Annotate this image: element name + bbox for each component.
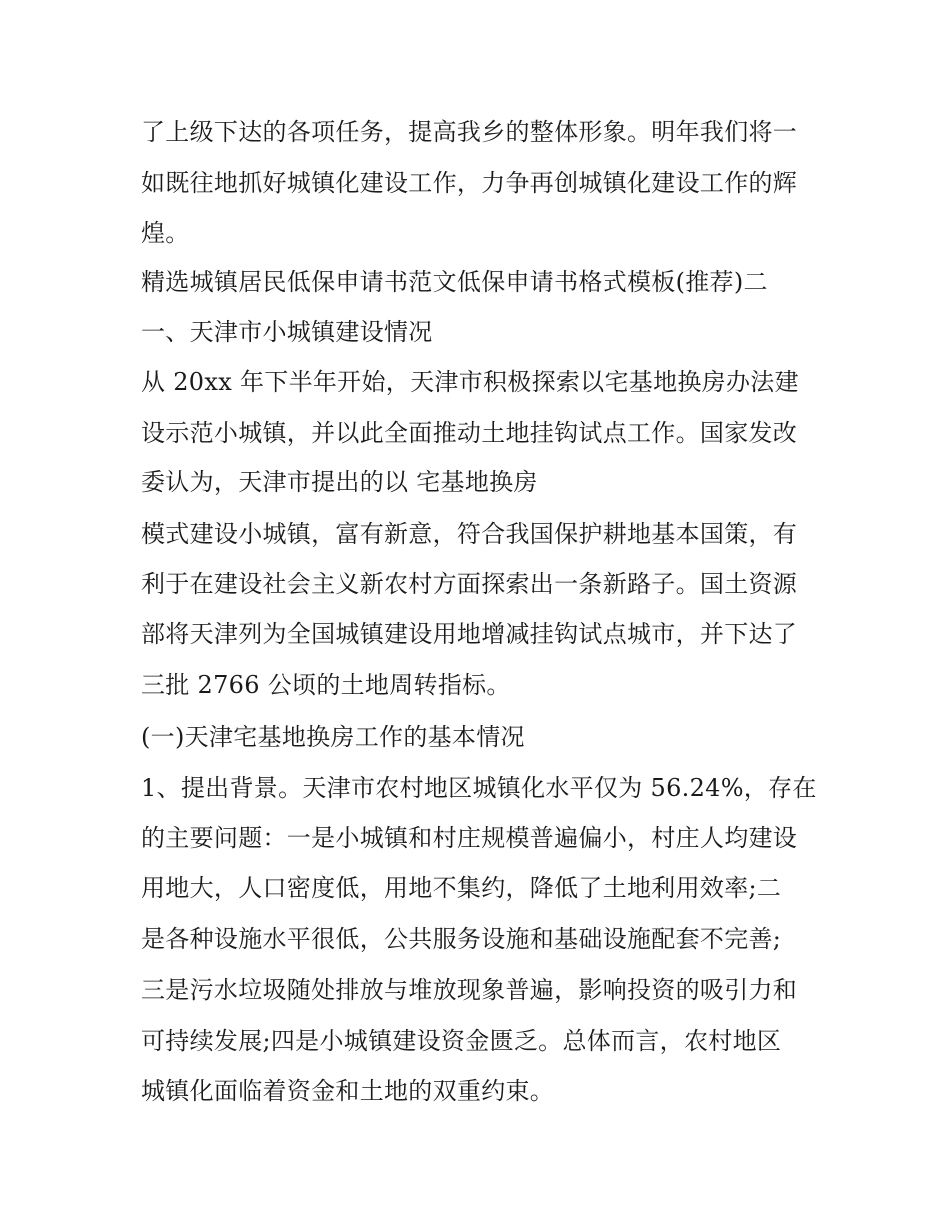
paragraph-line: 了上级下达的各项任务，提高我乡的整体形象。明年我们将一 bbox=[141, 118, 798, 146]
paragraph-line: 部将天津列为全国城镇建设用地增减挂钩试点城市，并下达了 bbox=[141, 620, 798, 648]
paragraph-line: 1、提出背景。天津市农村地区城镇化水平仅为 56.24%，存在 bbox=[141, 774, 817, 802]
section-heading: 一、天津市小城镇建设情况 bbox=[141, 318, 433, 346]
paragraph-line: 煌。 bbox=[141, 219, 190, 247]
paragraph-line: 的主要问题：一是小城镇和村庄规模普遍偏小，村庄人均建设 bbox=[141, 824, 798, 852]
paragraph-line: 用地大，人口密度低，用地不集约，降低了土地利用效率;二 bbox=[141, 874, 782, 902]
paragraph-line: 三批 2766 公顷的土地周转指标。 bbox=[141, 671, 511, 699]
paragraph-line: 设示范小城镇，并以此全面推动土地挂钩试点工作。国家发改 bbox=[141, 419, 798, 447]
paragraph-line: 委认为，天津市提出的以 宅基地换房 bbox=[141, 468, 538, 496]
paragraph-line: 模式建设小城镇，富有新意，符合我国保护耕地基本国策，有 bbox=[141, 520, 798, 548]
paragraph-line: 三是污水垃圾随处排放与堆放现象普遍，影响投资的吸引力和 bbox=[141, 976, 798, 1004]
paragraph-line: 如既往地抓好城镇化建设工作，力争再创城镇化建设工作的辉 bbox=[141, 169, 798, 197]
paragraph-line: 是各种设施水平很低，公共服务设施和基础设施配套不完善; bbox=[141, 925, 782, 953]
paragraph-line: 城镇化面临着资金和土地的双重约束。 bbox=[141, 1077, 555, 1105]
subsection-heading: (一)天津宅基地换房工作的基本情况 bbox=[141, 723, 525, 751]
paragraph-line: 利于在建设社会主义新农村方面探索出一条新路子。国土资源 bbox=[141, 570, 798, 598]
section-title: 精选城镇居民低保申请书范文低保申请书格式模板(推荐)二 bbox=[141, 268, 768, 296]
paragraph-line: 从 20xx 年下半年开始，天津市积极探索以宅基地换房办法建 bbox=[141, 368, 799, 396]
paragraph-line: 可持续发展;四是小城镇建设资金匮乏。总体而言，农村地区 bbox=[141, 1027, 782, 1055]
